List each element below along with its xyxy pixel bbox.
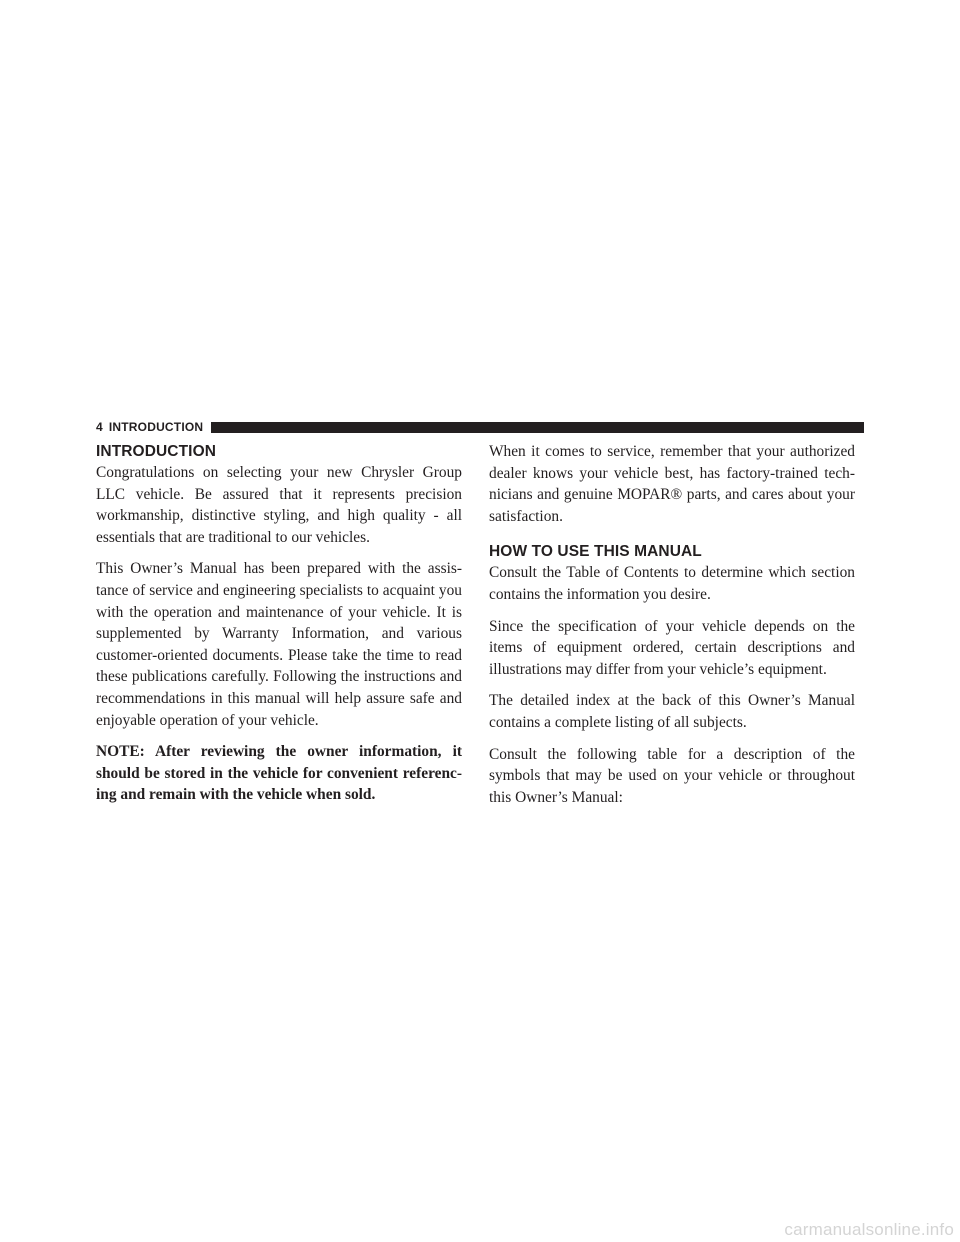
right-column	[489, 441, 855, 818]
header-rule	[211, 422, 864, 433]
how-to-use-heading: HOW TO USE THIS MANUAL	[489, 543, 702, 561]
page-header	[96, 419, 864, 435]
congratulations-paragraph: Congratulations on selecting your new Chrysler Group LLC vehicle. Be assured that it represents precision workmanship, distinctive styling, and high quality - all essentials that are traditional to our vehicles.	[96, 464, 462, 546]
left-column	[96, 441, 462, 816]
symbols-paragraph: Consult the following table for a description of the symbols that may be used on your vehicle or throughout this Owner’s Manual:	[489, 745, 855, 806]
introduction-heading: INTRODUCTION	[96, 443, 217, 460]
page-number: 4	[96, 420, 103, 434]
specification-paragraph: Since the specification of your vehicle depends on the items of equipment ordered, certain descriptions and illustrations may differ from your vehicle’s equipment.	[489, 617, 855, 678]
owners-manual-paragraph: This Owner’s Manual has been prepared with the assistance of service and engineering specialists to acquaint you with the operation and maintenance of your vehicle. It is supplemented by Warranty Information, and various customer-oriented documents. Please take the time to read these publications carefully. Following the instructions and recommendations in this manual will help assure safe and enjoyable operation of your vehicle.	[96, 560, 462, 729]
watermark: carmanualsonline.info	[784, 1220, 954, 1239]
note-paragraph: NOTE: After reviewing the owner information, it should be stored in the vehicle for convenient referencing and remain with the vehicle when sold.	[96, 743, 462, 804]
index-paragraph: The detailed index at the back of this Owner’s Manual contains a complete listing of all subjects.	[489, 692, 855, 731]
section-title: INTRODUCTION	[108, 420, 204, 434]
service-paragraph: When it comes to service, remember that your authorized dealer knows your vehicle best, has factory-trained technicians and genuine MOPAR® parts, and cares about your satisfaction.	[489, 443, 855, 525]
table-of-contents-paragraph: Consult the Table of Contents to determine which section contains the information you desire.	[489, 564, 855, 603]
